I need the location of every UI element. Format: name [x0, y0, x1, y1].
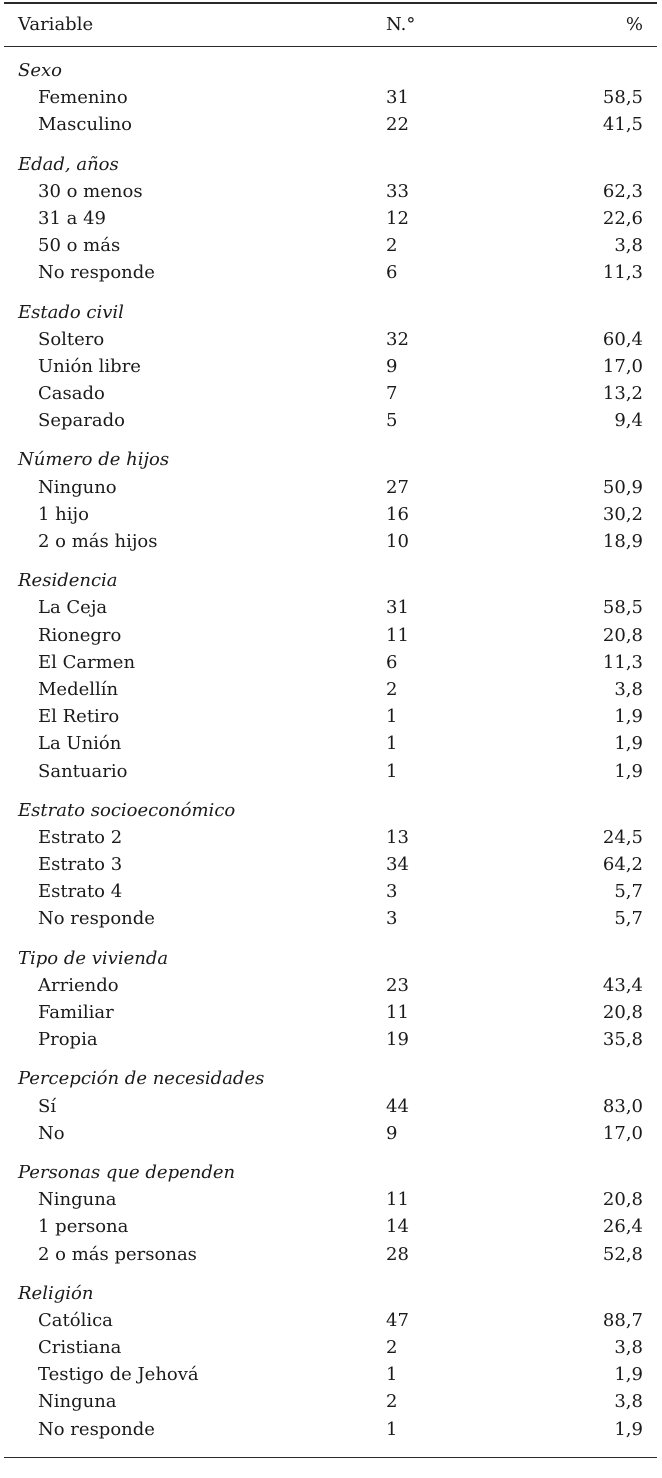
row-count: 2 — [386, 1337, 398, 1359]
table-row — [4, 594, 657, 621]
row-count: 6 — [386, 651, 398, 673]
table-row — [4, 730, 657, 757]
row-label: Ninguna — [38, 1391, 117, 1413]
row-percent: 24,5 — [602, 826, 643, 848]
row-count: 27 — [386, 476, 409, 498]
sociodemographic-table — [4, 2, 657, 1458]
row-percent: 1,9 — [614, 1364, 643, 1386]
row-percent: 11,3 — [602, 651, 643, 673]
row-percent: 9,4 — [614, 410, 643, 432]
row-percent: 41,5 — [602, 114, 643, 136]
row-percent: 60,4 — [602, 328, 643, 350]
group-title: Sexo — [18, 60, 62, 81]
row-percent: 1,9 — [614, 706, 643, 728]
table-row — [4, 1186, 657, 1213]
table-row — [4, 1416, 657, 1443]
row-percent: 5,7 — [614, 881, 643, 903]
row-percent: 5,7 — [614, 908, 643, 930]
row-count: 31 — [386, 597, 409, 619]
header-variable: Variable — [18, 14, 94, 35]
row-count: 47 — [386, 1309, 409, 1331]
row-label: 50 o más — [38, 235, 121, 257]
row-count: 9 — [386, 1122, 398, 1144]
row-percent: 83,0 — [602, 1095, 643, 1117]
group-title: Edad, años — [18, 153, 119, 175]
row-label: 2 o más hijos — [38, 531, 158, 552]
row-label: La Ceja — [38, 597, 108, 619]
table-row — [4, 407, 657, 434]
group-header — [4, 446, 657, 473]
table-row — [4, 259, 657, 286]
row-count: 44 — [386, 1095, 409, 1117]
table-row — [4, 851, 657, 878]
table-row — [4, 824, 657, 851]
table-row — [4, 380, 657, 407]
table-row — [4, 972, 657, 999]
row-label: Católica — [38, 1309, 113, 1331]
row-percent: 20,8 — [602, 1189, 643, 1211]
row-percent: 26,4 — [602, 1216, 643, 1238]
group-header — [4, 1065, 657, 1092]
table-row — [4, 1307, 657, 1334]
row-percent: 3,8 — [614, 1337, 643, 1359]
row-label: No responde — [38, 262, 155, 284]
table-row — [4, 326, 657, 353]
group-header — [4, 945, 657, 972]
row-count: 11 — [386, 1189, 409, 1211]
group-header — [4, 1159, 657, 1186]
row-label: Soltero — [38, 328, 105, 350]
row-percent: 62,3 — [602, 180, 643, 202]
row-count: 16 — [386, 503, 409, 525]
row-count: 32 — [386, 328, 409, 350]
table-row — [4, 111, 657, 138]
row-label: 2 o más personas — [38, 1243, 197, 1265]
row-label: Arriendo — [38, 974, 119, 996]
row-count: 14 — [386, 1216, 409, 1238]
row-count: 1 — [386, 760, 398, 782]
row-count: 7 — [386, 383, 398, 405]
row-count: 22 — [386, 114, 409, 136]
row-label: Ninguno — [38, 476, 117, 498]
row-count: 1 — [386, 1418, 398, 1440]
row-count: 23 — [386, 974, 409, 996]
group-header — [4, 1280, 657, 1307]
row-label: Sí — [38, 1095, 57, 1117]
group-title: Número de hijos — [18, 449, 170, 471]
bottom-rule — [4, 1457, 657, 1458]
row-count: 1 — [386, 733, 398, 755]
row-percent: 20,8 — [602, 624, 643, 646]
row-percent: 52,8 — [602, 1243, 643, 1265]
group-title: Personas que dependen — [18, 1161, 236, 1183]
row-count: 9 — [386, 355, 398, 377]
row-count: 2 — [386, 1391, 398, 1413]
row-count: 11 — [386, 624, 409, 646]
table-row — [4, 999, 657, 1026]
table-row — [4, 528, 657, 555]
row-label: 30 o menos — [38, 180, 143, 202]
group-header — [4, 57, 657, 84]
row-percent: 43,4 — [602, 974, 643, 996]
row-label: El Retiro — [38, 706, 120, 728]
row-label: La Unión — [38, 733, 122, 755]
table-body — [4, 57, 657, 1443]
group-title: Percepción de necesidades — [18, 1068, 265, 1090]
group-header — [4, 299, 657, 326]
row-label: Unión libre — [38, 355, 141, 377]
table-row — [4, 622, 657, 649]
row-label: Casado — [38, 383, 105, 405]
header-rule — [4, 46, 657, 47]
row-count: 31 — [386, 87, 409, 109]
group-header — [4, 567, 657, 594]
group-header — [4, 151, 657, 178]
table-row — [4, 649, 657, 676]
row-percent: 3,8 — [614, 235, 643, 257]
table-header — [4, 4, 657, 46]
row-label: Separado — [38, 410, 125, 432]
row-label: Masculino — [38, 114, 133, 136]
row-count: 3 — [386, 881, 398, 903]
table-row — [4, 1334, 657, 1361]
table-row — [4, 1388, 657, 1415]
table-row — [4, 1213, 657, 1240]
row-label: Santuario — [38, 760, 128, 782]
row-percent: 17,0 — [602, 1122, 643, 1144]
row-count: 13 — [386, 826, 409, 848]
table-row — [4, 1093, 657, 1120]
table-row — [4, 1361, 657, 1388]
row-percent: 30,2 — [602, 503, 643, 525]
group-header — [4, 797, 657, 824]
row-percent: 18,9 — [602, 531, 643, 552]
row-percent: 3,8 — [614, 678, 643, 700]
row-label: Cristiana — [38, 1337, 122, 1359]
row-label: Propia — [38, 1029, 98, 1051]
row-count: 11 — [386, 1002, 409, 1023]
row-count: 10 — [386, 531, 409, 552]
row-count: 19 — [386, 1029, 409, 1051]
row-label: Estrato 2 — [38, 826, 123, 848]
table-row — [4, 474, 657, 501]
table-row — [4, 1241, 657, 1268]
row-label: 31 a 49 — [38, 207, 106, 229]
row-count: 1 — [386, 706, 398, 728]
table-row — [4, 1120, 657, 1147]
table-row — [4, 501, 657, 528]
group-title: Residencia — [18, 570, 118, 592]
row-percent: 17,0 — [602, 355, 643, 377]
row-percent: 35,8 — [602, 1029, 643, 1051]
table-row — [4, 878, 657, 905]
header-pct: % — [625, 14, 643, 35]
table-row — [4, 1026, 657, 1053]
row-label: Femenino — [38, 87, 128, 109]
table-row — [4, 676, 657, 703]
row-label: Testigo de Jehová — [38, 1364, 199, 1386]
table-row — [4, 232, 657, 259]
group-title: Religión — [18, 1282, 94, 1304]
row-percent: 3,8 — [614, 1391, 643, 1413]
row-count: 12 — [386, 207, 409, 229]
table-row — [4, 353, 657, 380]
row-count: 33 — [386, 180, 409, 202]
row-count: 34 — [386, 854, 409, 876]
row-percent: 1,9 — [614, 733, 643, 755]
row-label: Rionegro — [38, 624, 122, 646]
row-percent: 22,6 — [602, 207, 643, 229]
row-label: No responde — [38, 1418, 155, 1440]
table-row — [4, 205, 657, 232]
row-count: 2 — [386, 678, 398, 700]
row-label: 1 hijo — [38, 503, 89, 525]
row-percent: 1,9 — [614, 760, 643, 782]
row-label: No responde — [38, 908, 155, 930]
row-percent: 58,5 — [602, 87, 643, 109]
group-title: Estrato socioeconómico — [18, 799, 236, 821]
row-percent: 1,9 — [614, 1418, 643, 1440]
row-percent: 88,7 — [602, 1309, 643, 1331]
row-label: Medellín — [38, 678, 119, 700]
row-label: El Carmen — [38, 651, 136, 673]
group-title: Estado civil — [18, 301, 124, 323]
row-percent: 64,2 — [602, 854, 643, 876]
table-row — [4, 758, 657, 785]
row-label: 1 persona — [38, 1216, 129, 1238]
row-label: Familiar — [38, 1002, 114, 1023]
row-label: Estrato 3 — [38, 854, 123, 876]
table-row — [4, 84, 657, 111]
row-count: 1 — [386, 1364, 398, 1386]
table-row — [4, 703, 657, 730]
row-label: Ninguna — [38, 1189, 117, 1211]
row-label: No — [38, 1122, 65, 1144]
row-count: 6 — [386, 262, 398, 284]
row-label: Estrato 4 — [38, 881, 123, 903]
row-percent: 58,5 — [602, 597, 643, 619]
header-n: N.° — [386, 14, 416, 35]
row-count: 28 — [386, 1243, 409, 1265]
group-title: Tipo de vivienda — [18, 947, 169, 969]
row-percent: 11,3 — [602, 262, 643, 284]
row-count: 3 — [386, 908, 398, 930]
table-row — [4, 178, 657, 205]
row-percent: 13,2 — [602, 383, 643, 405]
table-row — [4, 905, 657, 932]
row-percent: 50,9 — [602, 476, 643, 498]
row-percent: 20,8 — [602, 1002, 643, 1023]
row-count: 2 — [386, 235, 398, 257]
row-count: 5 — [386, 410, 398, 432]
